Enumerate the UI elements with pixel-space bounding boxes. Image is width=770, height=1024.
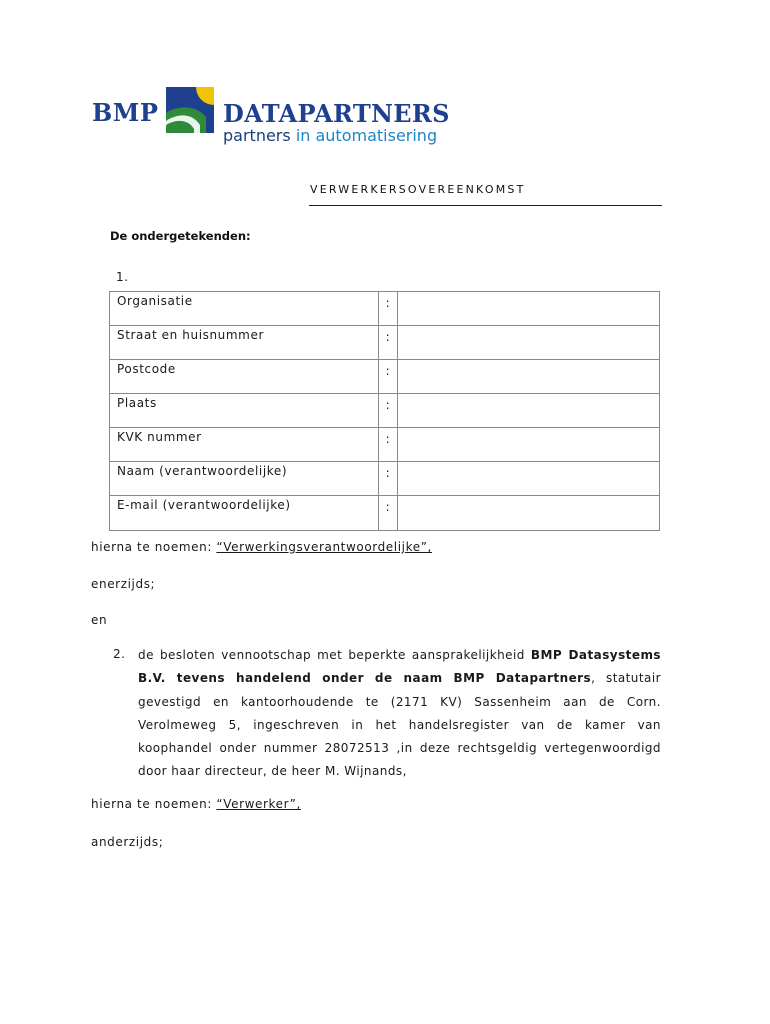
row-label: Postcode <box>110 360 379 394</box>
row-value-straat[interactable] <box>398 326 660 360</box>
row-label: Straat en huisnummer <box>110 326 379 360</box>
row-value-plaats[interactable] <box>398 394 660 428</box>
row-separator: : <box>379 326 398 360</box>
party-2-designation: “Verwerker”, <box>216 797 301 811</box>
row-value-naam[interactable] <box>398 462 660 496</box>
party-2-number: 2. <box>113 647 126 661</box>
table-row <box>110 292 660 326</box>
title-underline <box>309 205 662 206</box>
table-row <box>110 360 660 394</box>
party-1-details-table <box>109 291 660 531</box>
row-value-postcode[interactable] <box>398 360 660 394</box>
row-label: Organisatie <box>110 292 379 326</box>
table-row <box>110 496 660 531</box>
intro-heading: De ondergetekenden: <box>110 229 251 243</box>
party-2-body <box>138 644 661 784</box>
logo-tagline-part1: partners <box>223 126 291 145</box>
row-label: E-mail (verantwoordelijke) <box>110 496 379 531</box>
table-row <box>110 428 660 462</box>
row-separator: : <box>379 462 398 496</box>
designation-prefix: hierna te noemen: <box>91 540 217 554</box>
table-row <box>110 326 660 360</box>
row-separator: : <box>379 292 398 326</box>
row-value-email[interactable] <box>398 496 660 531</box>
logo-mark-icon <box>166 87 214 133</box>
party-2-paragraph <box>113 647 661 784</box>
logo-tagline-part2: in automatisering <box>295 126 438 145</box>
anderzijds-text: anderzijds; <box>91 835 164 849</box>
table-row <box>110 462 660 496</box>
en-text: en <box>91 613 108 627</box>
party-1-number: 1. <box>116 270 129 284</box>
enerzijds-text: enerzijds; <box>91 577 156 591</box>
party-1-designation: “Verwerkingsverantwoordelijke”, <box>216 540 432 554</box>
logo-tagline <box>223 127 437 145</box>
table-row <box>110 394 660 428</box>
party-2-company-name: BMP Datasystems B.V. tevens handelend onder de naam BMP Datapartners <box>138 648 661 686</box>
row-label: Naam (verantwoordelijke) <box>110 462 379 496</box>
document-title: VERWERKERSOVEREENKOMST <box>310 183 526 196</box>
row-separator: : <box>379 394 398 428</box>
row-value-kvk[interactable] <box>398 428 660 462</box>
logo-datapartners-text: DATAPARTNERS <box>223 99 450 128</box>
party-2-text-2: , statutair gevestigd en kantoorhoudende te (2171 KV) Sassenheim aan de Corn. Verolmeweg 5, ingeschreven in het handelsregister van de kamer van koophandel onder nummer 28072513 ,in deze rechtsgeldig vertegenwoordigd door haar directeur, de heer M. Wijnands, <box>138 671 661 779</box>
row-label: KVK nummer <box>110 428 379 462</box>
row-separator: : <box>379 360 398 394</box>
logo-bmp-text: BMP <box>92 98 159 127</box>
party-2-text-1: de besloten vennootschap met beperkte aansprakelijkheid <box>138 648 531 662</box>
row-separator: : <box>379 428 398 462</box>
row-label: Plaats <box>110 394 379 428</box>
party-1-designation-line <box>91 540 432 554</box>
designation-prefix: hierna te noemen: <box>91 797 217 811</box>
row-value-organisatie[interactable] <box>398 292 660 326</box>
party-2-designation-line <box>91 797 301 811</box>
row-separator: : <box>379 496 398 531</box>
